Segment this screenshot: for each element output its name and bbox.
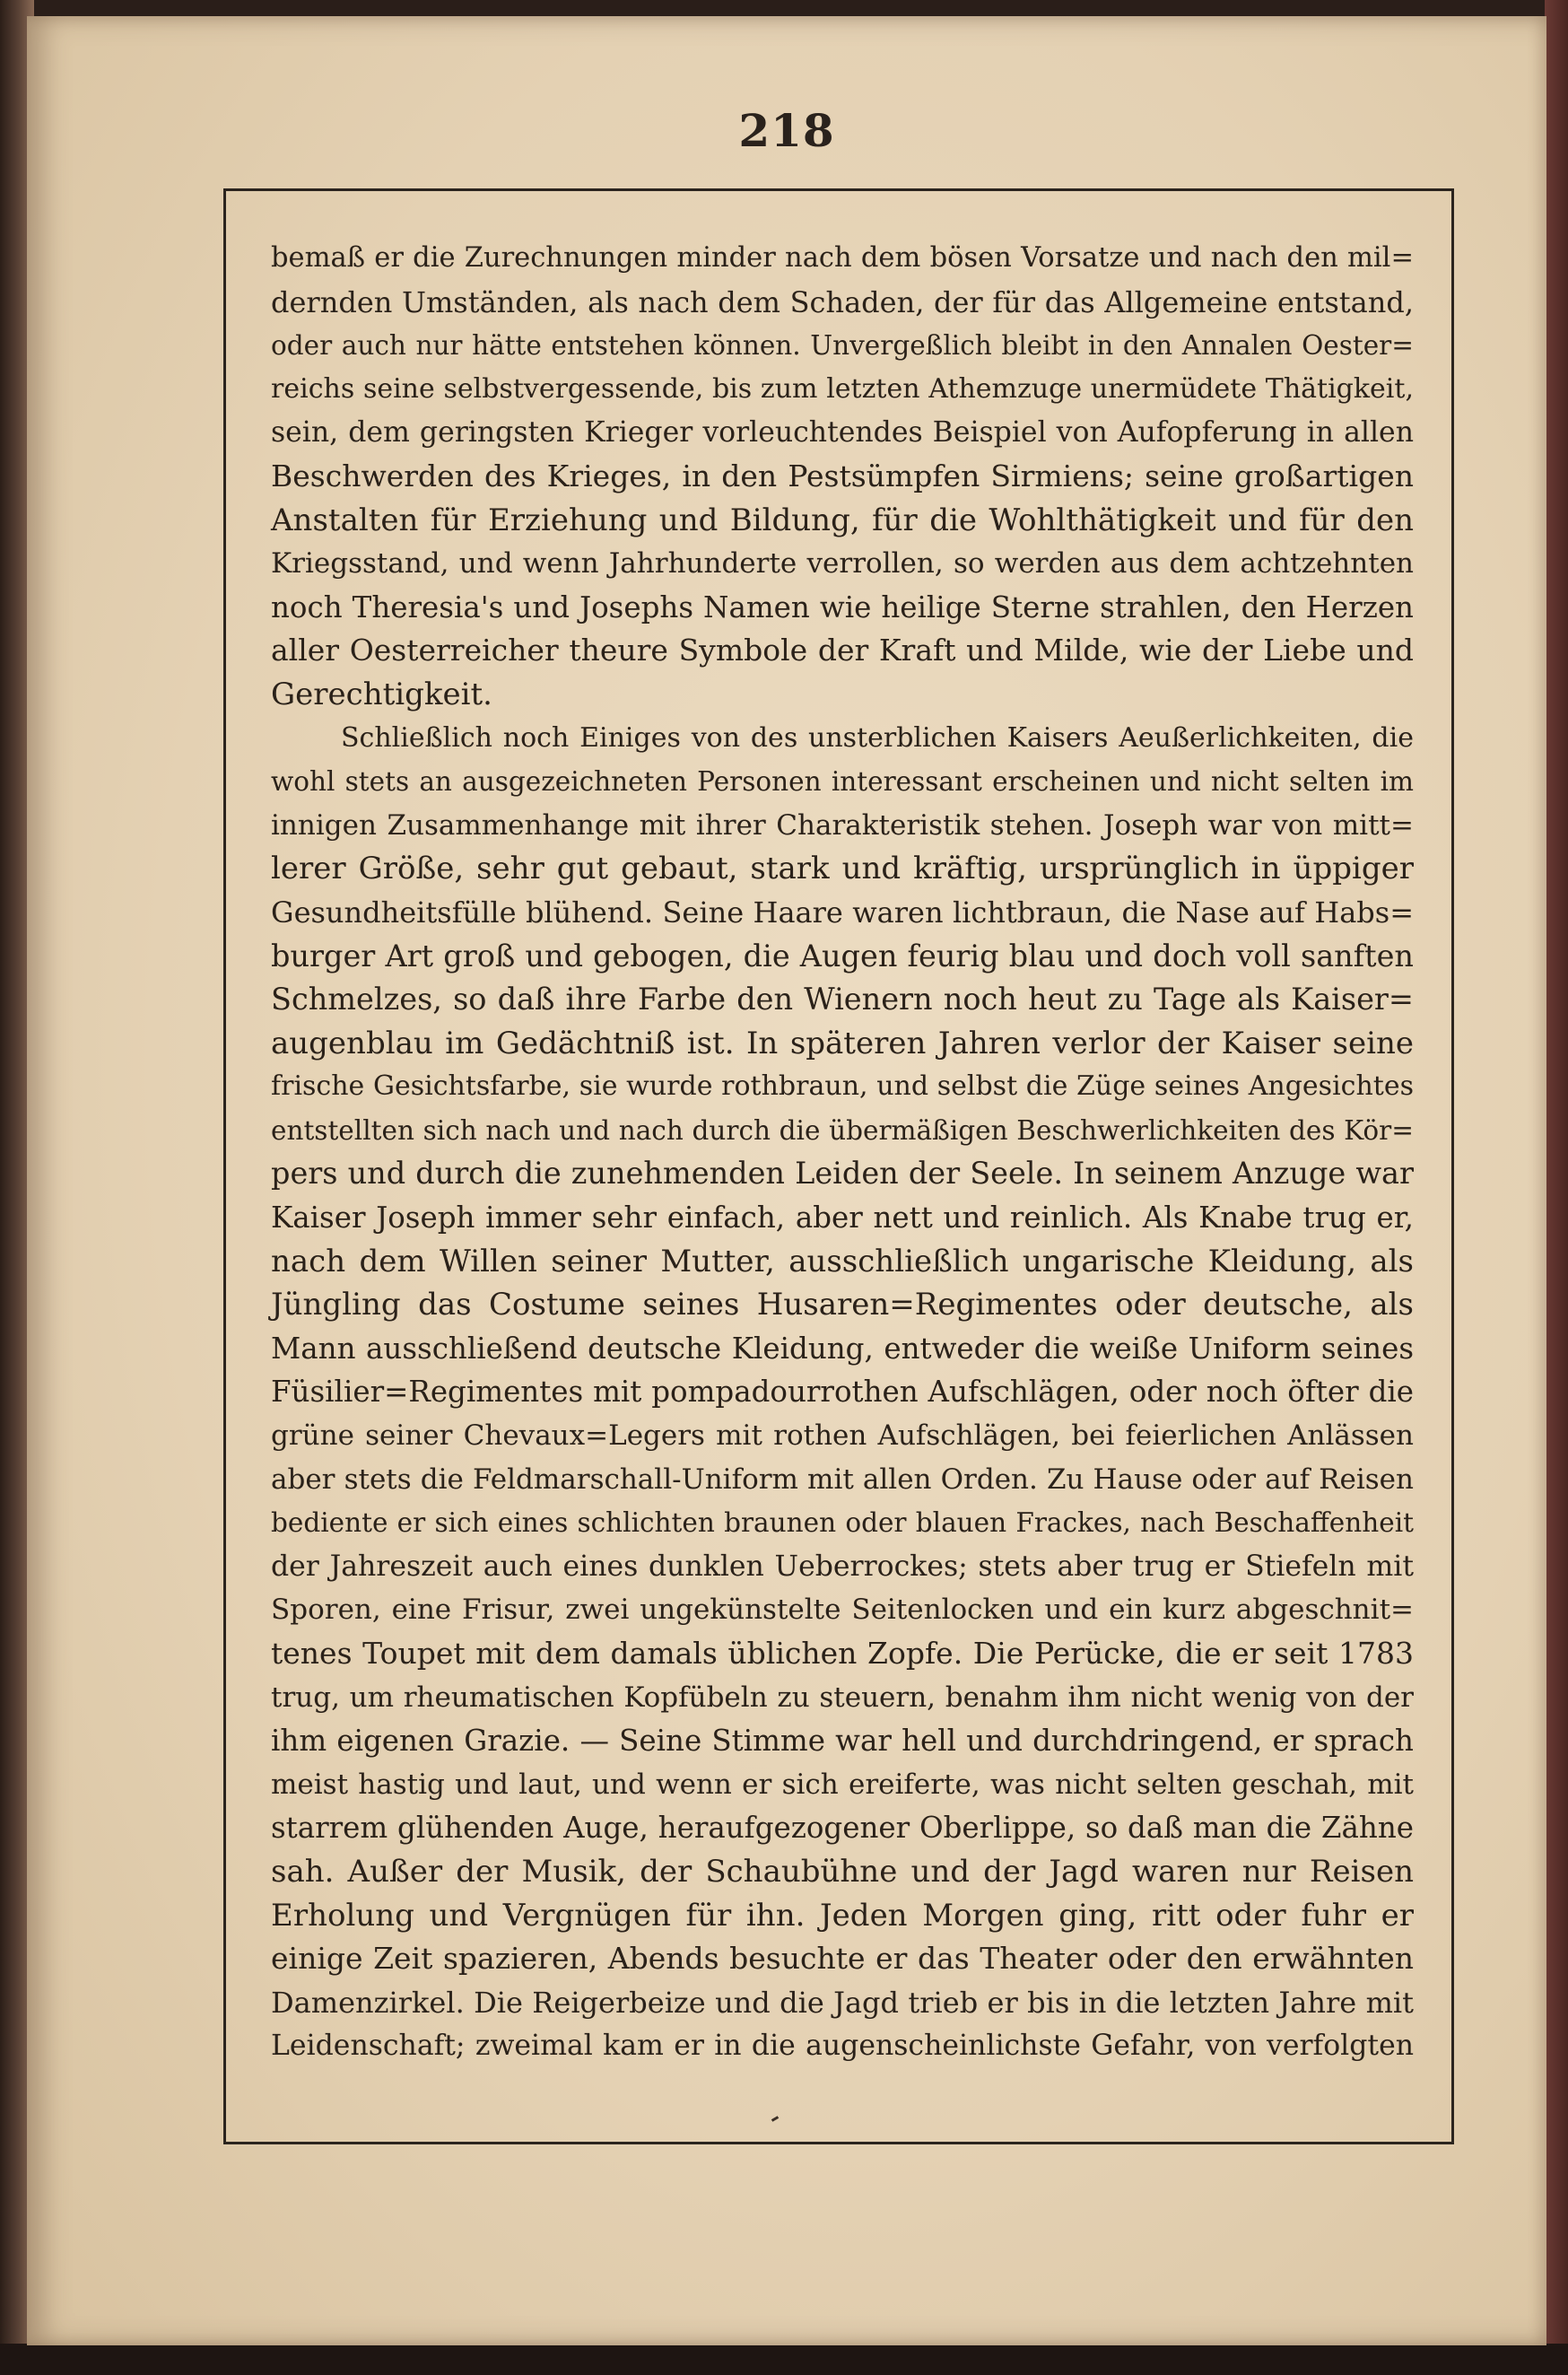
text-line: Leidenschaft; zweimal kam er in die augenscheinlichste Gefahr, von verfolgten — [271, 2030, 1414, 2063]
text-line: Anstalten für Erziehung und Bildung, für die Wohlthätigkeit und für den — [271, 502, 1414, 538]
text-line: lerer Größe, sehr gut gebaut, stark und kräftig, ursprünglich in üppiger — [271, 851, 1414, 887]
text-line: Erholung und Vergnügen für ihn. Jeden Morgen ging, ritt oder fuhr er — [271, 1897, 1414, 1934]
body-text — [271, 237, 1414, 2068]
page-number: 218 — [738, 104, 835, 157]
text-line: einige Zeit spazieren, Abends besuchte er das Theater oder den erwähnten — [271, 1941, 1414, 1977]
paragraph-start-line: Schließlich noch Einiges von des unsterblichen Kaisers Aeußerlichkeiten, die — [341, 721, 1414, 754]
text-line: entstellten sich nach und nach durch die übermäßigen Beschwerlichkeiten des Kör= — [271, 1114, 1414, 1146]
text-line: bemaß er die Zurechnungen minder nach dem bösen Vorsatze und nach den mil= — [271, 242, 1414, 274]
text-line: burger Art groß und gebogen, die Augen feurig blau und doch voll sanften — [271, 938, 1414, 974]
text-line: aller Oesterreicher theure Symbole der Kraft und Milde, wie der Liebe und — [271, 633, 1414, 668]
scan-bottom-edge — [0, 2344, 1568, 2375]
text-line: Sporen, eine Frisur, zwei ungekünstelte Seitenlocken und ein kurz abgeschnit= — [271, 1594, 1414, 1627]
text-line: tenes Toupet mit dem damals üblichen Zopfe. Die Perücke, die er seit 1783 — [271, 1636, 1414, 1671]
text-line: augenblau im Gedächtniß ist. In späteren Jahren verlor der Kaiser seine — [271, 1025, 1414, 1061]
text-line: aber stets die Feldmarschall-Uniform mit allen Orden. Zu Hause oder auf Reisen — [271, 1463, 1414, 1496]
text-line: Kriegsstand, und wenn Jahrhunderte verrollen, so werden aus dem achtzehnten — [271, 547, 1414, 581]
text-line: bediente er sich eines schlichten braunen oder blauen Frackes, nach Beschaffenheit — [271, 1507, 1414, 1539]
paragraph-end-line: Gerechtigkeit. — [271, 676, 492, 712]
text-line: Damenzirkel. Die Reigerbeize und die Jagd trieb er bis in die letzten Jahre mit — [271, 1985, 1414, 2020]
text-line: Jüngling das Costume seines Husaren=Regimentes oder deutsche, als — [271, 1287, 1414, 1323]
text-line: Kaiser Joseph immer sehr einfach, aber nett und reinlich. Als Knabe trug er, — [271, 1201, 1414, 1236]
text-line: ihm eigenen Grazie. — Seine Stimme war hell und durchdringend, er sprach — [271, 1724, 1414, 1759]
text-line: wohl stets an ausgezeichneten Personen interessant erscheinen und nicht selten im — [271, 766, 1414, 798]
text-line: Füsilier=Regimentes mit pompadourrothen Aufschlägen, oder noch öfter die — [271, 1375, 1414, 1410]
text-line: sah. Außer der Musik, der Schaubühne und der Jagd waren nur Reisen — [271, 1853, 1414, 1890]
text-line: der Jahreszeit auch eines dunklen Ueberrockes; stets aber trug er Stiefeln mit — [271, 1550, 1414, 1583]
text-line: meist hastig und laut, und wenn er sich ereiferte, was nicht selten geschah, mit — [271, 1768, 1414, 1801]
text-line: Gesundheitsfülle blühend. Seine Haare waren lichtbraun, die Nase auf Habs= — [271, 895, 1414, 930]
text-line: starrem glühenden Auge, heraufgezogener Oberlippe, so daß man die Zähne — [271, 1811, 1414, 1846]
text-line: Mann ausschließend deutsche Kleidung, entweder die weiße Uniform seines — [271, 1331, 1414, 1366]
text-line: innigen Zusammenhange mit ihrer Charakteristik stehen. Joseph war von mitt= — [271, 808, 1414, 842]
text-line: pers und durch die zunehmenden Leiden der Seele. In seinem Anzuge war — [271, 1156, 1414, 1192]
book-cover-edge — [1545, 0, 1568, 2375]
text-line: dernden Umständen, als nach dem Schaden, der für das Allgemeine entstand, — [271, 284, 1414, 319]
text-line: sein, dem geringsten Krieger vorleuchtendes Beispiel von Aufopferung in allen — [271, 416, 1414, 450]
text-line: oder auch nur hätte entstehen können. Unvergeßlich bleibt in den Annalen Oester= — [271, 330, 1414, 362]
text-line: trug, um rheumatischen Kopfübeln zu steuern, benahm ihm nicht wenig von der — [271, 1681, 1414, 1714]
text-line: reichs seine selbstvergessende, bis zum letzten Athemzuge unermüdete Thätigkeit, — [271, 372, 1414, 405]
text-line: noch Theresia's und Josephs Namen wie heilige Sterne strahlen, den Herzen — [271, 589, 1414, 624]
text-line: nach dem Willen seiner Mutter, ausschließlich ungarische Kleidung, als — [271, 1243, 1414, 1279]
text-line: Schmelzes, so daß ihre Farbe den Wienern noch heut zu Tage als Kaiser= — [271, 982, 1414, 1017]
text-line: grüne seiner Chevaux=Legers mit rothen Aufschlägen, bei feierlichen Anlässen — [271, 1419, 1414, 1453]
text-line: frische Gesichtsfarbe, sie wurde rothbraun, und selbst die Züge seines Angesichtes — [271, 1070, 1414, 1103]
text-line: Beschwerden des Krieges, in den Pestsümpfen Sirmiens; seine großartigen — [271, 458, 1414, 493]
